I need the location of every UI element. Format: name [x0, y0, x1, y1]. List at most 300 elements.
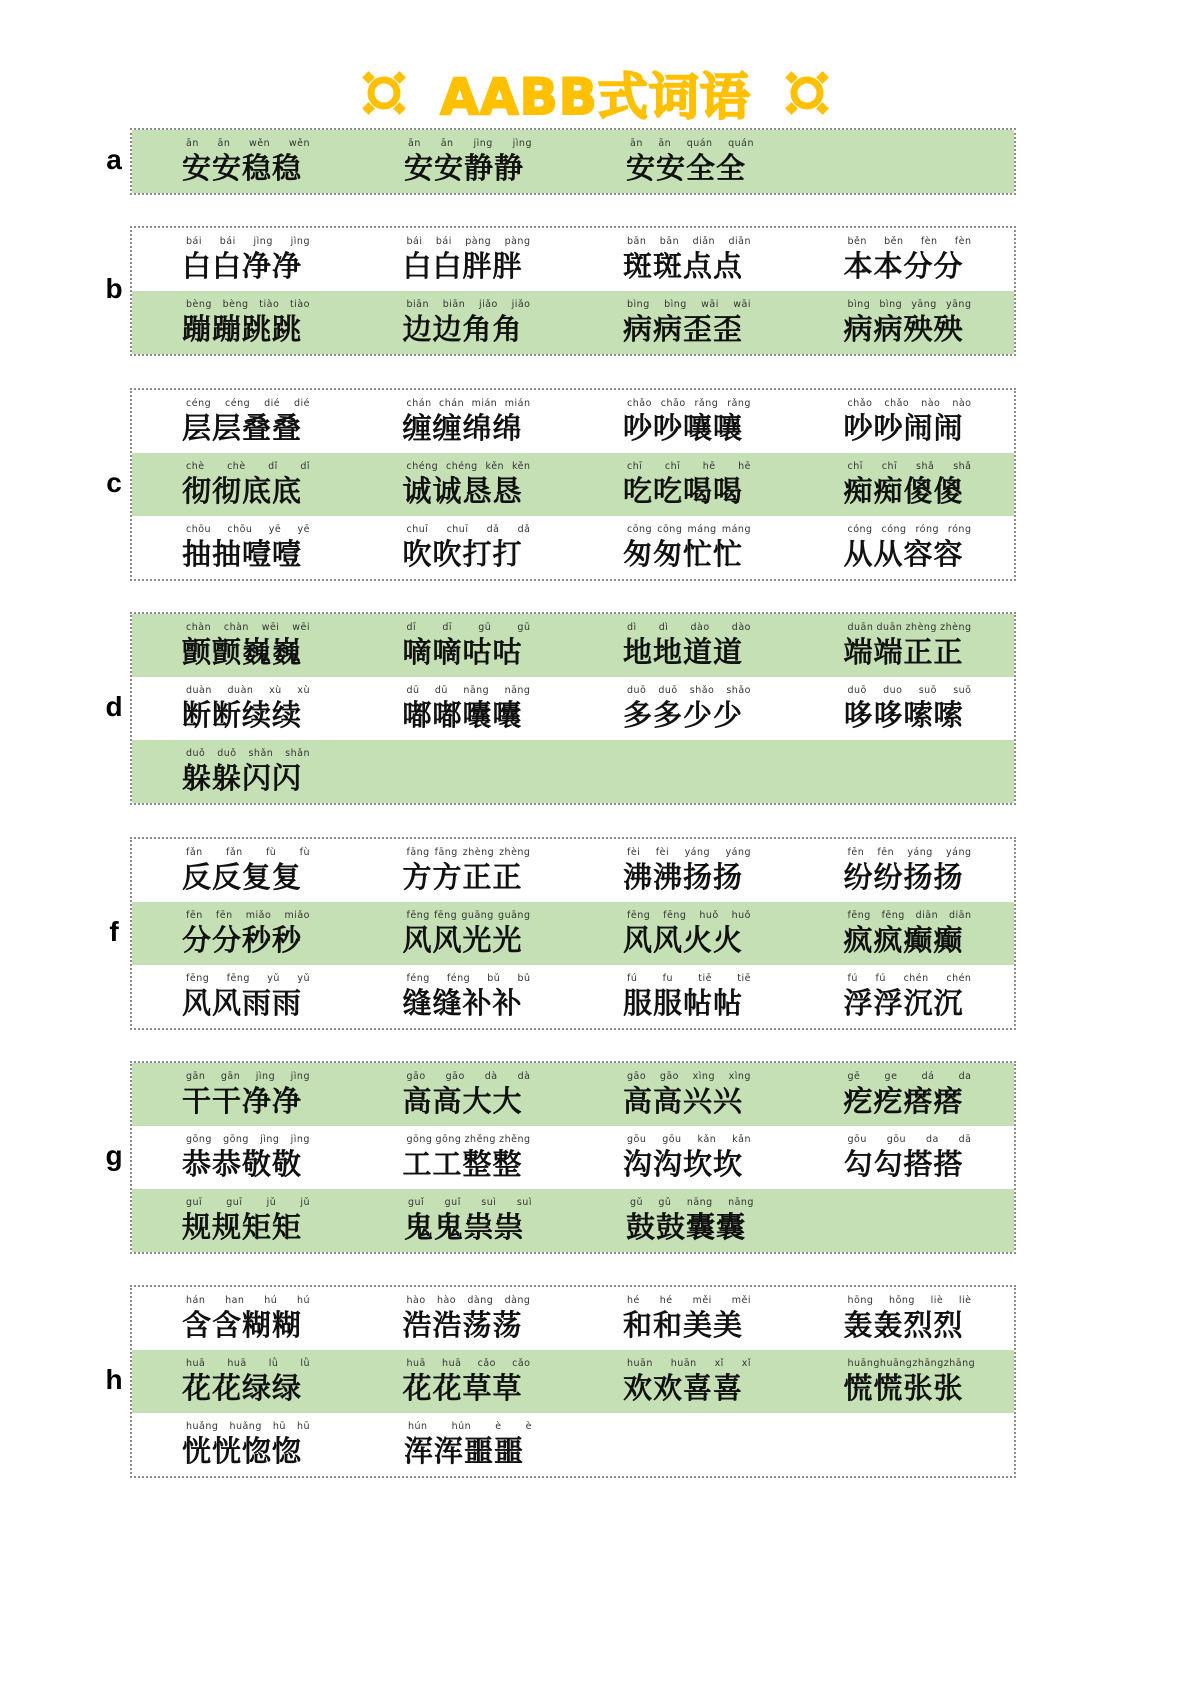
pinyin [186, 299, 310, 310]
pinyin [848, 299, 972, 310]
word-hanzi: 哆哆嗦嗦 [843, 698, 964, 732]
pinyin-syllable: guī [226, 1197, 243, 1208]
pinyin-syllable: xìng [692, 1071, 715, 1082]
pinyin-syllable: cōng [657, 524, 683, 535]
pinyin [627, 973, 751, 984]
word-cell [573, 228, 794, 291]
pinyin-syllable: guǐ [408, 1197, 425, 1208]
word-hanzi: 安安静静 [404, 151, 525, 185]
table-row [132, 1189, 1014, 1252]
pinyin-syllable: róng [915, 524, 940, 535]
word-table [130, 226, 1016, 356]
pinyin-syllable: chī [847, 461, 863, 472]
pinyin-syllable: hú [264, 1295, 278, 1306]
pinyin-syllable: yáng [725, 847, 751, 858]
table-row [132, 228, 1014, 291]
pinyin-syllable: jìng [290, 1071, 310, 1082]
pinyin-syllable: tiào [289, 299, 310, 310]
pinyin-syllable: gōng [223, 1134, 249, 1145]
word-hanzi: 沸沸扬扬 [623, 860, 744, 894]
pinyin-syllable: dǐ [300, 461, 310, 472]
pinyin-syllable: jìng [290, 236, 310, 247]
word-hanzi: 慌慌张张 [843, 1371, 964, 1405]
pinyin-syllable: jìng [512, 138, 532, 149]
word-hanzi: 层层叠叠 [182, 411, 303, 445]
pinyin-syllable: cóng [881, 524, 907, 535]
table-row [132, 390, 1014, 453]
page-title-bar [0, 58, 1191, 128]
table-row [132, 130, 1014, 193]
word-hanzi: 反反复复 [182, 860, 303, 894]
word-hanzi: 本本分分 [843, 249, 964, 283]
pinyin-syllable: běn [847, 236, 867, 247]
pinyin-syllable: gāo [627, 1071, 647, 1082]
pinyin [407, 1358, 531, 1369]
pinyin-syllable: jǔ [300, 1197, 310, 1208]
pinyin-syllable: zhèng [462, 847, 495, 858]
word-table [130, 1285, 1016, 1478]
word-hanzi: 勾勾搭搭 [843, 1147, 964, 1181]
word-cell [132, 1063, 353, 1126]
word-cell [794, 1287, 1015, 1350]
pinyin-syllable: tiē [698, 973, 712, 984]
pinyin-syllable: zhěng [499, 1134, 531, 1145]
pinyin [186, 847, 310, 858]
pinyin [407, 973, 531, 984]
pinyin-syllable: zhèng [499, 847, 531, 858]
pinyin [627, 910, 751, 921]
pinyin-syllable: xǐ [741, 1358, 751, 1369]
pinyin-syllable: huān [670, 1358, 697, 1369]
word-cell [132, 390, 353, 453]
word-cell [353, 516, 574, 579]
word-cell [132, 1413, 354, 1476]
pinyin-syllable: mián [504, 398, 531, 409]
pinyin [627, 236, 751, 247]
pinyin-syllable: huāng [847, 1358, 880, 1369]
word-hanzi: 沟沟坎坎 [623, 1147, 744, 1181]
pinyin-syllable: zhāng [912, 1358, 944, 1369]
word-cell [353, 965, 574, 1028]
pinyin-syllable: fèn [920, 236, 938, 247]
pinyin-syllable: duān [847, 622, 874, 633]
pinyin-syllable: yāng [911, 299, 937, 310]
pinyin-syllable: ān [186, 138, 199, 149]
word-hanzi: 欢欢喜喜 [623, 1371, 744, 1405]
pinyin-syllable: gōu [627, 1134, 647, 1145]
word-hanzi: 从从容容 [843, 537, 964, 571]
pinyin-syllable: jǔ [266, 1197, 277, 1208]
pinyin-syllable: quán [686, 138, 713, 149]
section-g [0, 1061, 1191, 1254]
pinyin-syllable: liè [958, 1295, 972, 1306]
word-table [130, 1061, 1016, 1254]
pinyin-syllable: huǎng [229, 1421, 262, 1432]
word-hanzi: 躲躲闪闪 [182, 761, 303, 795]
word-cell [794, 390, 1015, 453]
section-d [0, 612, 1191, 805]
pinyin [407, 910, 531, 921]
pinyin-syllable: chǎo [627, 398, 652, 409]
pinyin-syllable: guāng [498, 910, 531, 921]
word-cell [132, 1287, 353, 1350]
word-hanzi: 恭恭敬敬 [182, 1147, 303, 1181]
pinyin-syllable: wāi [701, 299, 719, 310]
word-table [130, 612, 1016, 805]
pinyin-syllable: huāng [879, 1358, 913, 1369]
pinyin-syllable: zhèng [905, 622, 937, 633]
word-table [130, 128, 1016, 195]
pinyin-syllable: da [958, 1071, 972, 1082]
pinyin-syllable: gǔ [658, 1197, 672, 1208]
pinyin-syllable: bān [627, 236, 647, 247]
word-hanzi: 含含糊糊 [182, 1308, 303, 1342]
pinyin-syllable: hé [659, 1295, 673, 1306]
pinyin-syllable: gōu [886, 1134, 907, 1145]
pinyin-syllable: quán [728, 138, 754, 149]
word-hanzi: 病病歪歪 [623, 312, 744, 346]
pinyin-syllable: hū [272, 1421, 286, 1432]
pinyin-syllable: hán [186, 1295, 206, 1306]
word-cell [353, 1063, 574, 1126]
pinyin-syllable: duǒ [186, 748, 206, 759]
pinyin-syllable: jiǎo [511, 299, 531, 310]
pinyin-syllable: wēi [292, 622, 310, 633]
pinyin-syllable: yǔ [267, 973, 280, 984]
pinyin-syllable: chī [664, 461, 681, 472]
pinyin-syllable: chuī [406, 524, 429, 535]
pinyin-syllable: xǐ [714, 1358, 724, 1369]
word-cell [132, 1126, 353, 1189]
pinyin-syllable: hé [627, 1295, 640, 1306]
pinyin-syllable: mián [471, 398, 498, 409]
word-cell [794, 291, 1015, 354]
word-cell [794, 839, 1015, 902]
pinyin-syllable: xù [269, 685, 282, 696]
word-hanzi: 纷纷扬扬 [843, 860, 964, 894]
word-cell [794, 1350, 1015, 1413]
pinyin-syllable: hē [702, 461, 716, 472]
pinyin [407, 398, 531, 409]
pinyin-syllable: dì [627, 622, 637, 633]
pinyin-syllable: nào [952, 398, 972, 409]
pinyin-syllable: zhěng [464, 1134, 496, 1145]
pinyin-syllable: shǎn [248, 748, 274, 759]
pinyin-syllable: dǐ [268, 461, 278, 472]
word-cell [353, 1350, 574, 1413]
pinyin-syllable: dǎ [486, 524, 500, 535]
word-cell [794, 228, 1015, 291]
pinyin-syllable: gāo [659, 1071, 679, 1082]
pinyin-syllable: duàn [227, 685, 254, 696]
pinyin-syllable: fèi [655, 847, 670, 858]
word-hanzi: 鼓鼓囊囊 [626, 1210, 747, 1244]
section-a [0, 128, 1191, 195]
pinyin-syllable: fèi [627, 847, 641, 858]
pinyin [407, 1071, 531, 1082]
pinyin-syllable: dàng [467, 1295, 494, 1306]
pinyin-syllable: wāi [733, 299, 751, 310]
word-cell [132, 740, 354, 803]
section-letter: f [109, 915, 119, 947]
pinyin [186, 524, 310, 535]
pinyin-syllable: bèng [186, 299, 212, 310]
pinyin [848, 622, 972, 633]
pinyin-syllable: fēng [226, 973, 250, 984]
pinyin [848, 910, 972, 921]
pinyin-syllable: chéng [446, 461, 478, 472]
word-cell [354, 1413, 576, 1476]
pinyin-syllable: bǔ [517, 973, 531, 984]
pinyin-syllable: huǒ [731, 910, 751, 921]
pinyin-syllable: bìng [627, 299, 650, 310]
word-hanzi: 抽抽噎噎 [182, 537, 303, 571]
word-hanzi: 多多少少 [623, 698, 744, 732]
word-hanzi: 诚诚恳恳 [402, 474, 523, 508]
pinyin-syllable: hún [408, 1421, 428, 1432]
pinyin-syllable: cǎo [477, 1358, 496, 1369]
pinyin-syllable: duo [883, 685, 903, 696]
pinyin-syllable: gǔ [630, 1197, 644, 1208]
pinyin-syllable: gōng [406, 1134, 433, 1145]
pinyin-syllable: fēn [186, 910, 203, 921]
word-hanzi: 彻彻底底 [182, 474, 303, 508]
pinyin-syllable: zhāng [943, 1358, 976, 1369]
pinyin-syllable: chuī [446, 524, 469, 535]
word-hanzi: 风风光光 [402, 923, 523, 957]
pinyin [186, 910, 310, 921]
word-hanzi: 疙疙瘩瘩 [843, 1084, 964, 1118]
word-hanzi: 疯疯癫癫 [843, 923, 964, 957]
pinyin-syllable: huǒ [699, 910, 719, 921]
pinyin-syllable: huā [406, 1358, 426, 1369]
pinyin-syllable: bái [435, 236, 452, 247]
pinyin [407, 685, 531, 696]
section-letter: h [105, 1363, 123, 1395]
pinyin-syllable: dào [690, 622, 710, 633]
word-hanzi: 高高兴兴 [623, 1084, 744, 1118]
pinyin-syllable: fēn [215, 910, 233, 921]
pinyin [848, 398, 972, 409]
word-cell [573, 1063, 794, 1126]
pinyin-syllable: gū [517, 622, 531, 633]
word-hanzi: 边边角角 [402, 312, 523, 346]
word-cell [794, 965, 1015, 1028]
word-hanzi: 浮浮沉沉 [843, 986, 964, 1020]
pinyin-syllable: è [495, 1421, 502, 1432]
pinyin-syllable: máng [687, 524, 717, 535]
word-cell [354, 130, 576, 193]
word-hanzi: 恍恍惚惚 [182, 1434, 303, 1468]
pinyin-syllable: dié [264, 398, 281, 409]
pinyin-syllable: yē [297, 524, 310, 535]
word-cell [573, 1350, 794, 1413]
pinyin-syllable: bái [219, 236, 236, 247]
word-cell [132, 1350, 353, 1413]
pinyin [186, 1358, 310, 1369]
pinyin [627, 1134, 751, 1145]
word-hanzi: 白白胖胖 [402, 249, 523, 283]
pinyin-syllable: nāng [686, 1197, 713, 1208]
pinyin-syllable: dié [293, 398, 310, 409]
pinyin-syllable: cóng [847, 524, 873, 535]
pinyin [186, 461, 310, 472]
pinyin-syllable: wěn [288, 138, 310, 149]
pinyin-syllable: máng [721, 524, 751, 535]
pinyin-syllable: gē [847, 1071, 861, 1082]
word-cell [794, 1063, 1015, 1126]
pinyin-syllable: chǎo [660, 398, 686, 409]
pinyin-syllable: diān [915, 910, 939, 921]
pinyin [848, 524, 972, 535]
word-hanzi: 方方正正 [402, 860, 523, 894]
word-cell [354, 1189, 576, 1252]
pinyin-syllable: fēng [433, 910, 458, 921]
word-hanzi: 安安全全 [626, 151, 747, 185]
pinyin-syllable: jìng [253, 236, 273, 247]
pinyin-syllable: xù [297, 685, 310, 696]
word-hanzi: 嘟嘟囔囔 [402, 698, 523, 732]
word-hanzi: 颤颤巍巍 [182, 635, 303, 669]
pinyin-syllable: suì [516, 1197, 532, 1208]
pinyin-syllable: suō [953, 685, 972, 696]
section-c [0, 388, 1191, 581]
pinyin-syllable: fù [299, 847, 310, 858]
pinyin [186, 1197, 310, 1208]
pinyin [627, 685, 751, 696]
pinyin-syllable: céng [225, 398, 251, 409]
pinyin [186, 236, 310, 247]
pinyin-syllable: ān [658, 138, 672, 149]
pinyin-syllable: dū [434, 685, 448, 696]
pinyin-syllable: zhèng [940, 622, 972, 633]
word-hanzi: 花花草草 [402, 1371, 523, 1405]
pinyin [848, 685, 972, 696]
pinyin-syllable: chàn [186, 622, 212, 633]
pinyin-syllable: huǎng [186, 1421, 219, 1432]
pinyin [848, 461, 972, 472]
pinyin-syllable: féng [406, 973, 430, 984]
word-hanzi: 工工整整 [402, 1147, 523, 1181]
word-cell [573, 291, 794, 354]
pinyin-syllable: bái [406, 236, 423, 247]
pinyin-syllable: dá [921, 1071, 935, 1082]
word-hanzi: 轰轰烈烈 [843, 1308, 964, 1342]
pinyin-syllable: fēng [627, 910, 651, 921]
pinyin-syllable: dǎ [517, 524, 531, 535]
word-hanzi: 花花绿绿 [182, 1371, 303, 1405]
pinyin-syllable: jìng [473, 138, 493, 149]
word-cell [573, 902, 794, 965]
word-hanzi: 地地道道 [623, 635, 744, 669]
pinyin-syllable: yāng [945, 299, 972, 310]
word-hanzi: 吹吹打打 [402, 537, 523, 571]
pinyin-syllable: ān [217, 138, 231, 149]
pinyin-syllable: hē [738, 461, 751, 472]
pinyin [627, 1071, 751, 1082]
word-hanzi: 断断续续 [182, 698, 303, 732]
pinyin [407, 622, 531, 633]
pinyin-syllable: ān [630, 138, 643, 149]
pinyin-syllable: yáng [684, 847, 711, 858]
word-hanzi: 规规矩矩 [182, 1210, 303, 1244]
pinyin-syllable: fēng [186, 973, 210, 984]
pinyin-syllable: yáng [946, 847, 972, 858]
pinyin-syllable: huā [227, 1358, 247, 1369]
pinyin-syllable: dī [406, 622, 417, 633]
pinyin [186, 622, 310, 633]
word-cell [794, 453, 1015, 516]
pinyin-syllable: chī [627, 461, 643, 472]
pinyin-syllable: kǎn [697, 1134, 717, 1145]
pinyin [408, 1421, 532, 1432]
pinyin [630, 138, 754, 149]
word-cell [794, 902, 1015, 965]
pinyin-syllable: shǎ [953, 461, 972, 472]
pinyin-syllable: rǎng [694, 398, 719, 409]
table-row [132, 677, 1014, 740]
pinyin-syllable: fù [265, 847, 277, 858]
pinyin-syllable: bìng [879, 299, 903, 310]
pinyin [186, 1071, 310, 1082]
table-row [132, 1126, 1014, 1189]
word-cell [132, 614, 353, 677]
word-hanzi: 病病殃殃 [843, 312, 964, 346]
pinyin-syllable: nào [921, 398, 941, 409]
pinyin-syllable: diān [948, 910, 972, 921]
pinyin-syllable: liè [930, 1295, 944, 1306]
section-letter: g [105, 1139, 123, 1171]
pinyin-syllable: chǎo [847, 398, 873, 409]
word-table [130, 388, 1016, 581]
word-hanzi: 缠缠绵绵 [402, 411, 523, 445]
pinyin-syllable: chè [227, 461, 246, 472]
pinyin-syllable: tiào [259, 299, 280, 310]
pinyin-syllable: cǎo [512, 1358, 531, 1369]
word-cell [353, 390, 574, 453]
word-cell [353, 1287, 574, 1350]
word-hanzi: 吵吵闹闹 [843, 411, 964, 445]
pinyin-syllable: ān [408, 138, 421, 149]
pinyin-syllable: lǜ [268, 1358, 279, 1369]
pinyin-syllable: chī [881, 461, 898, 472]
table-row [132, 1287, 1014, 1350]
pinyin-syllable: fú [847, 973, 858, 984]
pinyin [848, 847, 972, 858]
pinyin-syllable: měi [692, 1295, 712, 1306]
pinyin-syllable: duō [847, 685, 867, 696]
pinyin [627, 524, 751, 535]
word-cell [353, 902, 574, 965]
pinyin-syllable: tiē [737, 973, 751, 984]
word-cell [353, 839, 574, 902]
pinyin-syllable: huā [186, 1358, 206, 1369]
word-hanzi: 服服帖帖 [623, 986, 744, 1020]
pinyin-syllable: céng [186, 398, 212, 409]
word-hanzi: 蹦蹦跳跳 [182, 312, 303, 346]
pinyin-syllable: fēng [663, 910, 687, 921]
pinyin-syllable: chàn [223, 622, 249, 633]
pinyin [407, 1134, 531, 1145]
page-title: AABB式词语 [440, 68, 751, 126]
word-cell [132, 228, 353, 291]
pinyin [407, 299, 531, 310]
word-cell [132, 130, 354, 193]
word-cell [573, 839, 794, 902]
pinyin-syllable: gāo [406, 1071, 426, 1082]
pinyin-syllable: duān [876, 622, 903, 633]
pinyin [627, 1358, 751, 1369]
